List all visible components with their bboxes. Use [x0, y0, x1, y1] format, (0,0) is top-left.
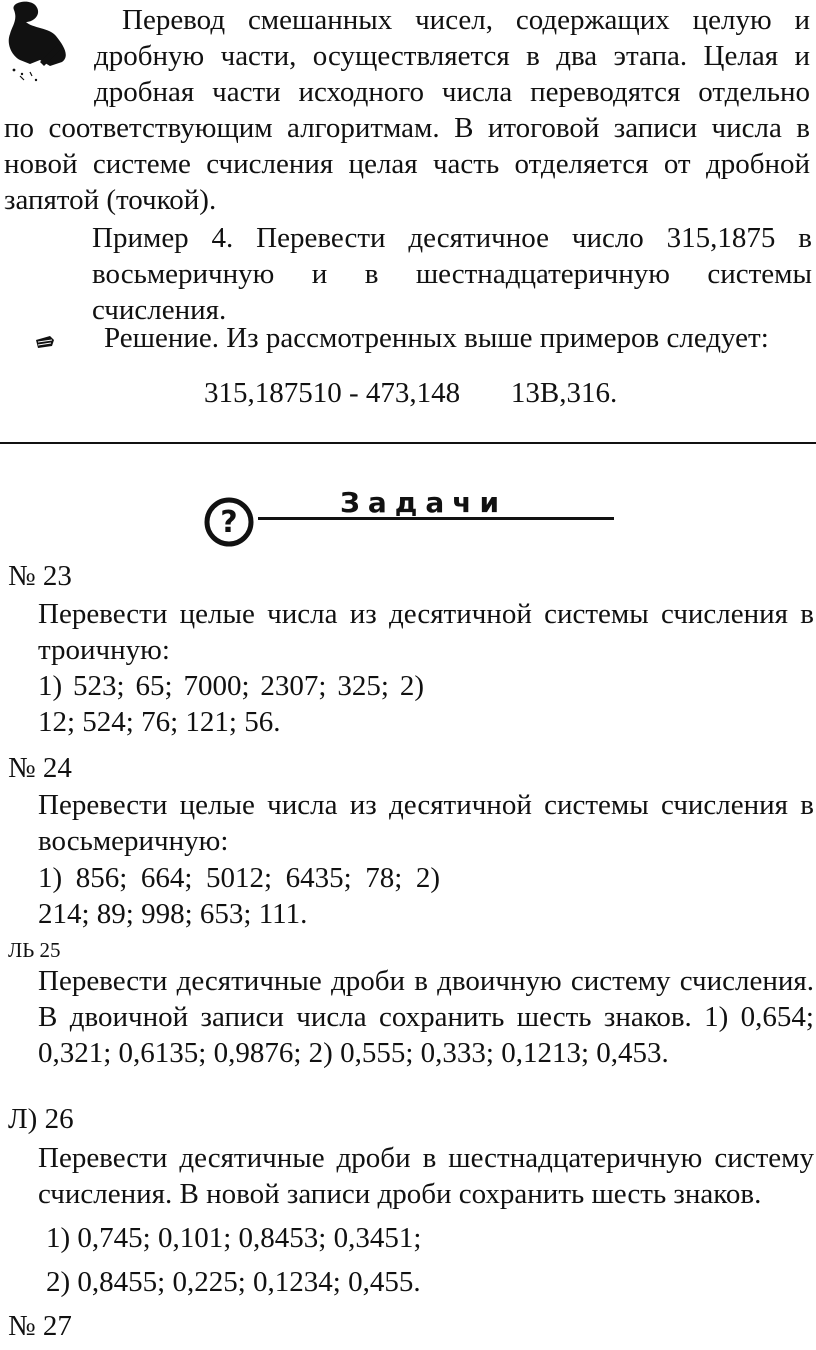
- task-26-number: Л) 26: [8, 1103, 74, 1135]
- task-26-values-line-2: 2) 0,8455; 0,225; 0,1234; 0,455.: [46, 1266, 421, 1298]
- example-result: 315,187510 - 473,148 13В,316.: [204, 377, 618, 409]
- task-27-number: № 27: [8, 1310, 72, 1342]
- task-24-number: № 24: [8, 752, 72, 784]
- intro-line-2: дробную части, осуществляется в два этапа. Целая и: [94, 40, 810, 72]
- task-23-values-line-2: 12; 524; 76; 121; 56.: [38, 706, 281, 738]
- question-mark-icon: [203, 496, 255, 548]
- task-26-values-line-1: 1) 0,745; 0,101; 0,8453; 0,3451;: [46, 1222, 422, 1254]
- task-23-number: № 23: [8, 560, 72, 592]
- task-24-values-line-1: 1) 856; 664; 5012; 6435; 78; 2): [38, 862, 440, 894]
- task-24-values-line-2: 214; 89; 998; 653; 111.: [38, 898, 308, 930]
- task-24-text: Перевести целые числа из десятичной системы счисления в восьмеричную:: [38, 789, 814, 857]
- intro-line-1: Перевод смешанных чисел, содержащих целую и: [122, 4, 810, 36]
- pen-bullet-icon: [34, 334, 56, 350]
- task-23-text: Перевести целые числа из десятичной системы счисления в троичную:: [38, 598, 814, 666]
- solution-text: Решение. Из рассмотренных выше примеров следует:: [104, 322, 769, 354]
- tasks-section-title: Задачи: [340, 486, 508, 519]
- intro-rest: по соответствующим алгоритмам. В итоговой записи числа в новой системе счисления целая часть отделяется от дробной запятой (точкой).: [4, 112, 810, 216]
- reader-illustration-icon: [0, 0, 90, 92]
- intro-line-3: дробная части исходного числа переводятся отдельно: [94, 76, 810, 108]
- section-divider: [0, 442, 816, 444]
- task-26-text: Перевести десятичные дроби в шестнадцатеричную систему счисления. В новой записи дроби сохранить шесть знаков.: [38, 1142, 814, 1210]
- task-25-text: Перевести десятичные дроби в двоичную систему счисления. В двоичной записи числа сохранить шесть знаков. 1) 0,654; 0,321; 0,6135; 0,9876; 2) 0,555; 0,333; 0,1213; 0,453.: [38, 965, 814, 1069]
- task-25-number: ЛЬ 25: [8, 938, 61, 962]
- svg-text:?: ?: [220, 505, 238, 540]
- example-4-text: Пример 4. Перевести десятичное число 315,1875 в восьмеричную и в шестнадцатеричную системы счисления.: [92, 222, 812, 326]
- task-23-values-line-1: 1) 523; 65; 7000; 2307; 325; 2): [38, 670, 424, 702]
